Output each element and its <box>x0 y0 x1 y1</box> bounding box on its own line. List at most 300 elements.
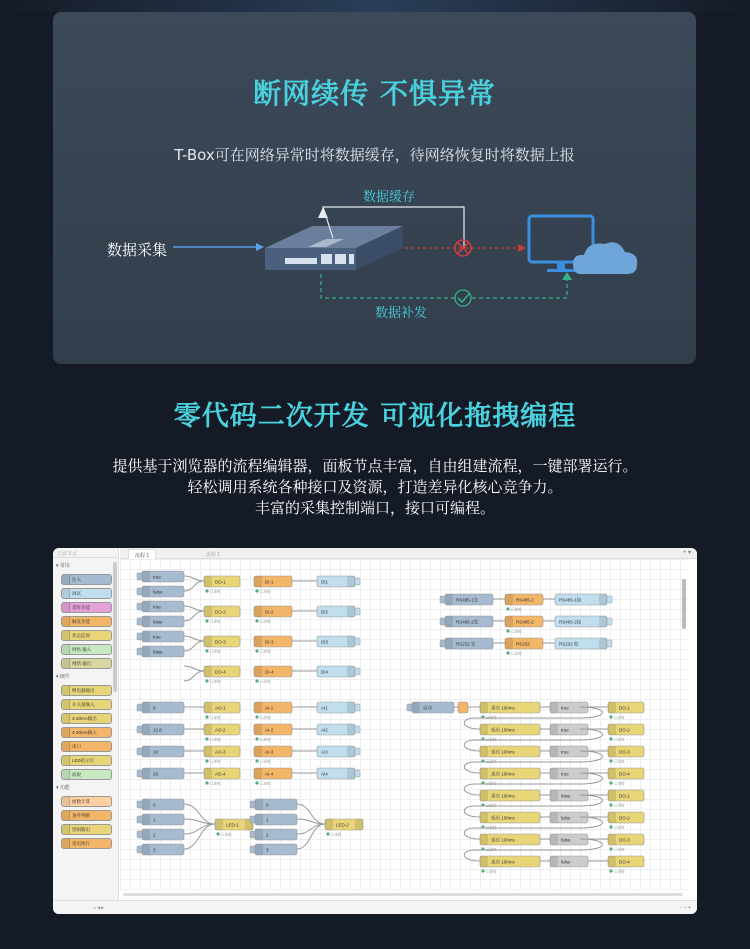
debug-node-label: RS485-2接 <box>559 619 582 625</box>
inject-node-icon <box>142 799 150 810</box>
inject-node-label: 1 <box>266 817 269 823</box>
check-icon <box>455 290 471 306</box>
change-node-icon <box>550 702 558 713</box>
inject-node-button <box>137 633 142 640</box>
debug-node-label: AI2 <box>321 727 328 733</box>
led-node-status-dot <box>326 832 329 835</box>
palette-node[interactable]: 延迟执行 <box>61 838 112 849</box>
serial-send-node-button <box>440 640 445 647</box>
debug-node-label: DI4 <box>321 669 329 675</box>
palette-node[interactable]: 调试 <box>61 588 112 599</box>
change-node-label: true <box>561 727 569 733</box>
debug-node-button <box>355 578 360 585</box>
serial-port-node-status: 已连接 <box>511 607 522 612</box>
tbox-device-icon <box>265 226 403 270</box>
do-output-node-label: DO-2 <box>619 727 630 733</box>
do-output-node-label: DO-1 <box>215 579 226 585</box>
do-output-node-status: 已连接 <box>210 649 221 654</box>
inject-node-button <box>137 618 142 625</box>
ai-input-node-label: AI-1 <box>265 705 274 711</box>
do-output-node-status: 已连接 <box>210 679 221 684</box>
debug-node-button <box>355 608 360 615</box>
palette-node[interactable]: LED指示灯 <box>61 755 112 766</box>
debug-node-icon <box>347 702 355 713</box>
do-output-node-label: DO-3 <box>619 749 630 755</box>
di-input-node-status-dot <box>255 619 258 622</box>
ao-output-node-icon <box>204 724 212 735</box>
delay-node-label: 延迟 100ms <box>491 815 515 821</box>
di-input-node-status: 已连接 <box>260 679 271 684</box>
di-input-node-label: DI-1 <box>265 579 274 585</box>
palette-node[interactable]: 串口 <box>61 741 112 752</box>
palette-node[interactable]: 4-20mA输入 <box>61 727 112 738</box>
serial-port-node-icon <box>505 638 513 649</box>
inject-node-label: 10 <box>153 749 159 755</box>
workspace-tabs <box>120 548 697 559</box>
ai-input-node-label: AI-2 <box>265 727 274 733</box>
di-input-node-status: 已连接 <box>260 619 271 624</box>
delay-node-icon <box>480 724 488 735</box>
palette-category[interactable]: ▾ 常用 <box>56 563 70 569</box>
ai-input-node-status-dot <box>255 737 258 740</box>
inject-node-label: 20 <box>153 771 159 777</box>
serial-port-node-status-dot <box>506 607 509 610</box>
flow-editor <box>53 548 697 914</box>
palette-node[interactable]: 4-20mA输出 <box>61 713 112 724</box>
inject-node-icon <box>142 768 150 779</box>
debug-node-icon <box>599 638 607 649</box>
inject-node-icon <box>255 844 263 855</box>
inject-node-button <box>137 770 142 777</box>
do-output-node-status: 已连接 <box>210 619 221 624</box>
inject-node-label: 1 <box>153 817 156 823</box>
debug-node-label: DI3 <box>321 639 329 645</box>
delay-node-status: 已连接 <box>486 737 497 742</box>
flow-wire <box>184 581 204 591</box>
debug-node-button <box>355 638 360 645</box>
debug-node-button <box>355 704 360 711</box>
do-output-node-status-dot <box>205 679 208 682</box>
debug-node-label: AI4 <box>321 771 328 777</box>
do-output-node-status: 已连接 <box>614 847 625 852</box>
inject-node-icon <box>142 829 150 840</box>
delay-node-icon <box>480 856 488 867</box>
led-node-label: LED-1 <box>226 822 239 828</box>
do-output-node-icon <box>608 746 616 757</box>
start-inject-node-label: 启动 <box>423 705 432 711</box>
palette-node[interactable]: 开关量输入 <box>61 699 112 710</box>
serial-port-node-label: RS485-1 <box>516 597 534 603</box>
do-output-node-label: DO-4 <box>619 771 630 777</box>
inject-node-button <box>250 816 255 823</box>
ai-input-node-status-dot <box>255 759 258 762</box>
do-output-node-label: DO-4 <box>619 859 630 865</box>
editor-footer <box>53 900 697 914</box>
serial-port-node-label: RS485-2 <box>516 619 534 625</box>
debug-node-icon <box>347 746 355 757</box>
do-output-node-status-dot <box>609 803 612 806</box>
ai-input-node-status: 已连接 <box>260 781 271 786</box>
do-output-node-status: 已连接 <box>210 589 221 594</box>
delay-node-status: 已连接 <box>486 803 497 808</box>
change-node-icon <box>550 856 558 867</box>
led-node-icon <box>325 819 333 830</box>
ao-output-node-status-dot <box>205 737 208 740</box>
debug-node-label: RS485-1接 <box>559 597 582 603</box>
inject-node-icon <box>142 702 150 713</box>
delay-node-label: 延迟 100ms <box>491 859 515 865</box>
ao-output-node-status-dot <box>205 781 208 784</box>
inject-node-button <box>137 648 142 655</box>
debug-node-icon <box>347 768 355 779</box>
ao-output-node-label: AO-3 <box>215 749 226 755</box>
delay-node-status: 已连接 <box>486 759 497 764</box>
tab-flow-2[interactable]: 流程 1 <box>206 552 221 558</box>
canvas-horizontal-scrollbar[interactable] <box>123 893 683 896</box>
debug-node-icon <box>599 616 607 627</box>
delay-node-label: 延迟 100ms <box>491 793 515 799</box>
inject-node-label: false <box>153 619 163 625</box>
ai-input-node-status-dot <box>255 715 258 718</box>
flow-wire <box>184 824 215 834</box>
inject-node-label: 0 <box>266 802 269 808</box>
delay-node-icon <box>480 746 488 757</box>
di-input-node-status-dot <box>255 679 258 682</box>
do-output-node-status: 已连接 <box>614 869 625 874</box>
debug-node-icon <box>347 666 355 677</box>
do-output-node-icon <box>204 666 212 677</box>
flow-wire <box>184 824 215 849</box>
debug-node-button <box>607 618 612 625</box>
serial-port-node-status: 已连接 <box>511 651 522 656</box>
inject-node-button <box>137 588 142 595</box>
palette-node[interactable]: 网络 输出 <box>61 658 112 669</box>
debug-node-label: RS232 收 <box>559 641 579 647</box>
ai-input-node-label: AI-4 <box>265 771 274 777</box>
inject-node-label: 3 <box>266 847 269 853</box>
do-output-node-icon <box>608 790 616 801</box>
do-output-node-icon <box>608 768 616 779</box>
flow-graph <box>120 559 688 890</box>
inject-node-icon <box>142 746 150 757</box>
inject-node-icon <box>142 814 150 825</box>
inject-node-button <box>137 801 142 808</box>
inject-node-icon <box>142 586 150 597</box>
zoom-controls[interactable]: − ○ + <box>679 905 691 911</box>
change-node-icon <box>550 768 558 779</box>
inject-node-label: 12.8 <box>153 727 162 733</box>
serial-port-node-label: RS232 <box>516 641 530 647</box>
ao-output-node-status: 已连接 <box>210 737 221 742</box>
change-node-label: false <box>561 815 571 821</box>
delay-node-label: 延迟 100ms <box>491 771 515 777</box>
palette-scrollbar[interactable] <box>113 562 117 692</box>
ao-output-node-status: 已连接 <box>210 759 221 764</box>
delay-node-label: 延迟 100ms <box>491 705 515 711</box>
do-output-node-icon <box>608 702 616 713</box>
inject-node-label: true <box>153 634 161 640</box>
inject-node-icon <box>142 631 150 642</box>
do-output-node-status-dot <box>609 781 612 784</box>
section1-title: 断网续传 不惧异常 <box>253 77 496 110</box>
do-output-node-icon <box>204 606 212 617</box>
change-node-icon <box>550 790 558 801</box>
do-output-node-label: DO-3 <box>619 837 630 843</box>
delay-node-status: 已连接 <box>486 825 497 830</box>
inject-node-button <box>250 831 255 838</box>
flow-wire <box>184 636 204 641</box>
ai-input-node-label: AI-3 <box>265 749 274 755</box>
do-output-node-status-dot <box>205 619 208 622</box>
serial-send-node-icon <box>445 594 453 605</box>
serial-send-node-label: RS485-1发 <box>456 597 479 603</box>
canvas-vertical-scrollbar[interactable] <box>682 579 686 629</box>
debug-node-label: AI1 <box>321 705 328 711</box>
serial-port-node-status-dot <box>506 651 509 654</box>
palette-category[interactable]: ▾ 硬件 <box>56 674 70 680</box>
di-input-node-label: DI-3 <box>265 639 274 645</box>
palette-node[interactable]: 延时功能 <box>61 602 112 613</box>
debug-node-button <box>607 640 612 647</box>
led-node-icon <box>355 819 363 830</box>
debug-node-icon <box>347 576 355 587</box>
debug-node-icon <box>347 606 355 617</box>
inject-node-label: 2 <box>266 832 269 838</box>
serial-send-node-button <box>440 618 445 625</box>
inject-node-label: true <box>153 604 161 610</box>
inject-node-label: 8 <box>153 705 156 711</box>
do-output-node-status-dot <box>609 715 612 718</box>
serial-send-node-icon <box>445 638 453 649</box>
serial-send-node-icon <box>445 616 453 627</box>
debug-node-button <box>355 726 360 733</box>
inject-node-icon <box>142 724 150 735</box>
ao-output-node-status-dot <box>205 715 208 718</box>
flow-canvas[interactable] <box>120 559 688 890</box>
do-output-node-status-dot <box>609 825 612 828</box>
flow-wire <box>184 641 204 651</box>
di-input-node-status-dot <box>255 589 258 592</box>
ao-output-node-label: AO-2 <box>215 727 226 733</box>
debug-node-label: AI3 <box>321 749 328 755</box>
offline-resume-card <box>53 12 696 364</box>
change-node-icon <box>550 812 558 823</box>
inject-node-label: 0 <box>153 802 156 808</box>
inject-node-button <box>250 801 255 808</box>
inject-node-icon <box>142 571 150 582</box>
desc-line-1: 提供基于浏览器的流程编辑器，面板节点丰富，自由组建流程，一键部署运行。 <box>112 457 638 475</box>
delay-node-label: 延迟 100ms <box>491 837 515 843</box>
start-inject-node-icon <box>412 702 420 713</box>
delay-node-label: 延迟 100ms <box>491 727 515 733</box>
delay-node-status: 已连接 <box>486 869 497 874</box>
di-input-node-label: DI-4 <box>265 669 274 675</box>
do-output-node-status: 已连接 <box>614 825 625 830</box>
flow-wire <box>184 666 204 671</box>
label-resend: 数据补发 <box>375 306 428 321</box>
change-node-label: true <box>561 749 569 755</box>
ai-input-node-status: 已连接 <box>260 737 271 742</box>
desc-line-3: 丰富的采集控制端口，接口可编程。 <box>254 499 495 517</box>
section1-subtitle: T-Box可在网络异常时将数据缓存，待网络恢复时将数据上报 <box>174 146 575 164</box>
do-output-node-status: 已连接 <box>614 803 625 808</box>
ai-input-node-status: 已连接 <box>260 715 271 720</box>
do-output-node-label: DO-4 <box>215 669 226 675</box>
ao-output-node-icon <box>204 768 212 779</box>
do-output-node-status: 已连接 <box>614 715 625 720</box>
palette-node[interactable]: 注入 <box>61 574 112 585</box>
change-node-icon <box>550 746 558 757</box>
di-input-node-icon <box>254 666 262 677</box>
flow-wire <box>184 611 204 621</box>
do-output-node-label: DO-3 <box>215 639 226 645</box>
do-output-node-status-dot <box>609 869 612 872</box>
inject-node-button <box>137 846 142 853</box>
inject-node-label: 2 <box>153 832 156 838</box>
palette-node[interactable]: 逻辑输出 <box>61 824 112 835</box>
do-output-node-status-dot <box>609 847 612 850</box>
serial-send-node-button <box>440 596 445 603</box>
do-output-node-icon <box>608 724 616 735</box>
debug-node-button <box>355 668 360 675</box>
flow-wire <box>297 824 325 834</box>
do-output-node-label: DO-2 <box>215 609 226 615</box>
serial-send-node-label: RS232 发 <box>456 641 476 647</box>
label-collect: 数据采集 <box>107 241 168 259</box>
do-output-node-status: 已连接 <box>614 781 625 786</box>
inject-node-icon <box>255 799 263 810</box>
tab-menu-icon[interactable]: + ▾ <box>682 550 691 556</box>
ai-input-node-status: 已连接 <box>260 759 271 764</box>
palette-list <box>53 558 118 849</box>
delay-node-status-dot <box>481 869 484 872</box>
ao-output-node-icon <box>204 746 212 757</box>
inject-node-icon <box>142 616 150 627</box>
debug-node-icon <box>347 636 355 647</box>
di-input-node-status-dot <box>255 649 258 652</box>
node-palette <box>53 548 119 914</box>
palette-search-input[interactable]: 过滤节点 <box>53 548 118 558</box>
resend-path <box>321 274 567 298</box>
debug-node-label: DI1 <box>321 579 329 585</box>
section2-title: 零代码二次开发 可视化拖拽编程 <box>173 401 577 432</box>
serial-port-node-icon <box>505 616 513 627</box>
change-node-label: false <box>561 793 571 799</box>
inject-node-button <box>137 816 142 823</box>
do-output-node-status-dot <box>205 589 208 592</box>
monitor-cloud-icon <box>529 216 637 274</box>
inject-node-label: false <box>153 589 163 595</box>
delay-node-status: 已连接 <box>486 781 497 786</box>
inject-node-icon <box>142 646 150 657</box>
do-output-node-icon <box>204 636 212 647</box>
palette-toggle-icon[interactable]: ⌂ ◂ ▸ <box>93 905 104 911</box>
ai-input-node-icon <box>254 724 262 735</box>
palette-node[interactable]: 继电器输出 <box>61 685 112 696</box>
ai-input-node-icon <box>254 768 262 779</box>
palette-node[interactable]: 条件判断 <box>61 810 112 821</box>
inject-node-button <box>137 726 142 733</box>
palette-node[interactable]: 状态监视 <box>61 630 112 641</box>
led-node-label: LED-2 <box>336 822 349 828</box>
do-output-node-status: 已连接 <box>614 737 625 742</box>
do-output-node-status: 已连接 <box>614 759 625 764</box>
desc-line-2: 轻松调用系统各种接口及资源，打造差异化核心竞争力。 <box>187 478 563 496</box>
delay-node-label: 延迟 100ms <box>491 749 515 755</box>
delay-node-icon <box>480 790 488 801</box>
section2-description <box>0 456 750 519</box>
ai-input-node-status-dot <box>255 781 258 784</box>
palette-node[interactable]: 网络 输入 <box>61 644 112 655</box>
debug-node-button <box>355 748 360 755</box>
ao-output-node-status: 已连接 <box>210 715 221 720</box>
di-input-node-icon <box>254 636 262 647</box>
led-node-icon <box>215 819 223 830</box>
change-node-icon <box>550 724 558 735</box>
di-input-node-label: DI-2 <box>265 609 274 615</box>
palette-node[interactable]: 触发功能 <box>61 616 112 627</box>
do-output-node-label: DO-1 <box>619 705 630 711</box>
serial-send-node-label: RS485-2发 <box>456 619 479 625</box>
flow-wire <box>184 606 204 611</box>
delay-node-icon <box>480 812 488 823</box>
palette-node[interactable]: 面板 <box>61 769 112 780</box>
di-input-node-status: 已连接 <box>260 649 271 654</box>
do-output-node-label: DO-2 <box>619 815 630 821</box>
di-input-node-icon <box>254 606 262 617</box>
debug-node-icon <box>347 724 355 735</box>
ao-output-node-label: AO-4 <box>215 771 226 777</box>
inject-node-icon <box>142 844 150 855</box>
led-node-status-dot <box>216 832 219 835</box>
palette-category[interactable]: ▾ 功能 <box>56 785 70 791</box>
flow-wire <box>184 671 204 681</box>
inject-node-icon <box>255 829 263 840</box>
inject-node-label: false <box>153 649 163 655</box>
debug-node-button <box>355 770 360 777</box>
palette-node[interactable]: 函数计算 <box>61 796 112 807</box>
change-node-label: false <box>561 837 571 843</box>
debug-node-icon <box>599 594 607 605</box>
inject-node-button <box>250 846 255 853</box>
do-output-node-status-dot <box>609 759 612 762</box>
do-output-node-icon <box>608 834 616 845</box>
ao-output-node-status: 已连接 <box>210 781 221 786</box>
inject-node-button <box>137 831 142 838</box>
do-output-node-status-dot <box>609 737 612 740</box>
do-output-node-icon <box>204 576 212 587</box>
di-input-node-status: 已连接 <box>260 589 271 594</box>
inject-node-icon <box>255 814 263 825</box>
tab-flow-1[interactable]: 流程 1 <box>128 549 156 559</box>
debug-node-label: DI2 <box>321 609 329 615</box>
do-output-node-status-dot <box>205 649 208 652</box>
top-glow <box>0 0 750 12</box>
ao-output-node-icon <box>204 702 212 713</box>
ao-output-node-label: AO-1 <box>215 705 226 711</box>
inject-node-label: true <box>153 574 161 580</box>
change-node-label: true <box>561 705 569 711</box>
label-cache: 数据缓存 <box>363 190 416 205</box>
ao-output-node-status-dot <box>205 759 208 762</box>
inject-node-label: 3 <box>153 847 156 853</box>
change-node-label: true <box>561 771 569 777</box>
ai-input-node-icon <box>254 746 262 757</box>
inject-node-icon <box>142 601 150 612</box>
delay-node-icon <box>480 768 488 779</box>
start-inject-node-button <box>407 704 412 711</box>
di-input-node-icon <box>254 576 262 587</box>
